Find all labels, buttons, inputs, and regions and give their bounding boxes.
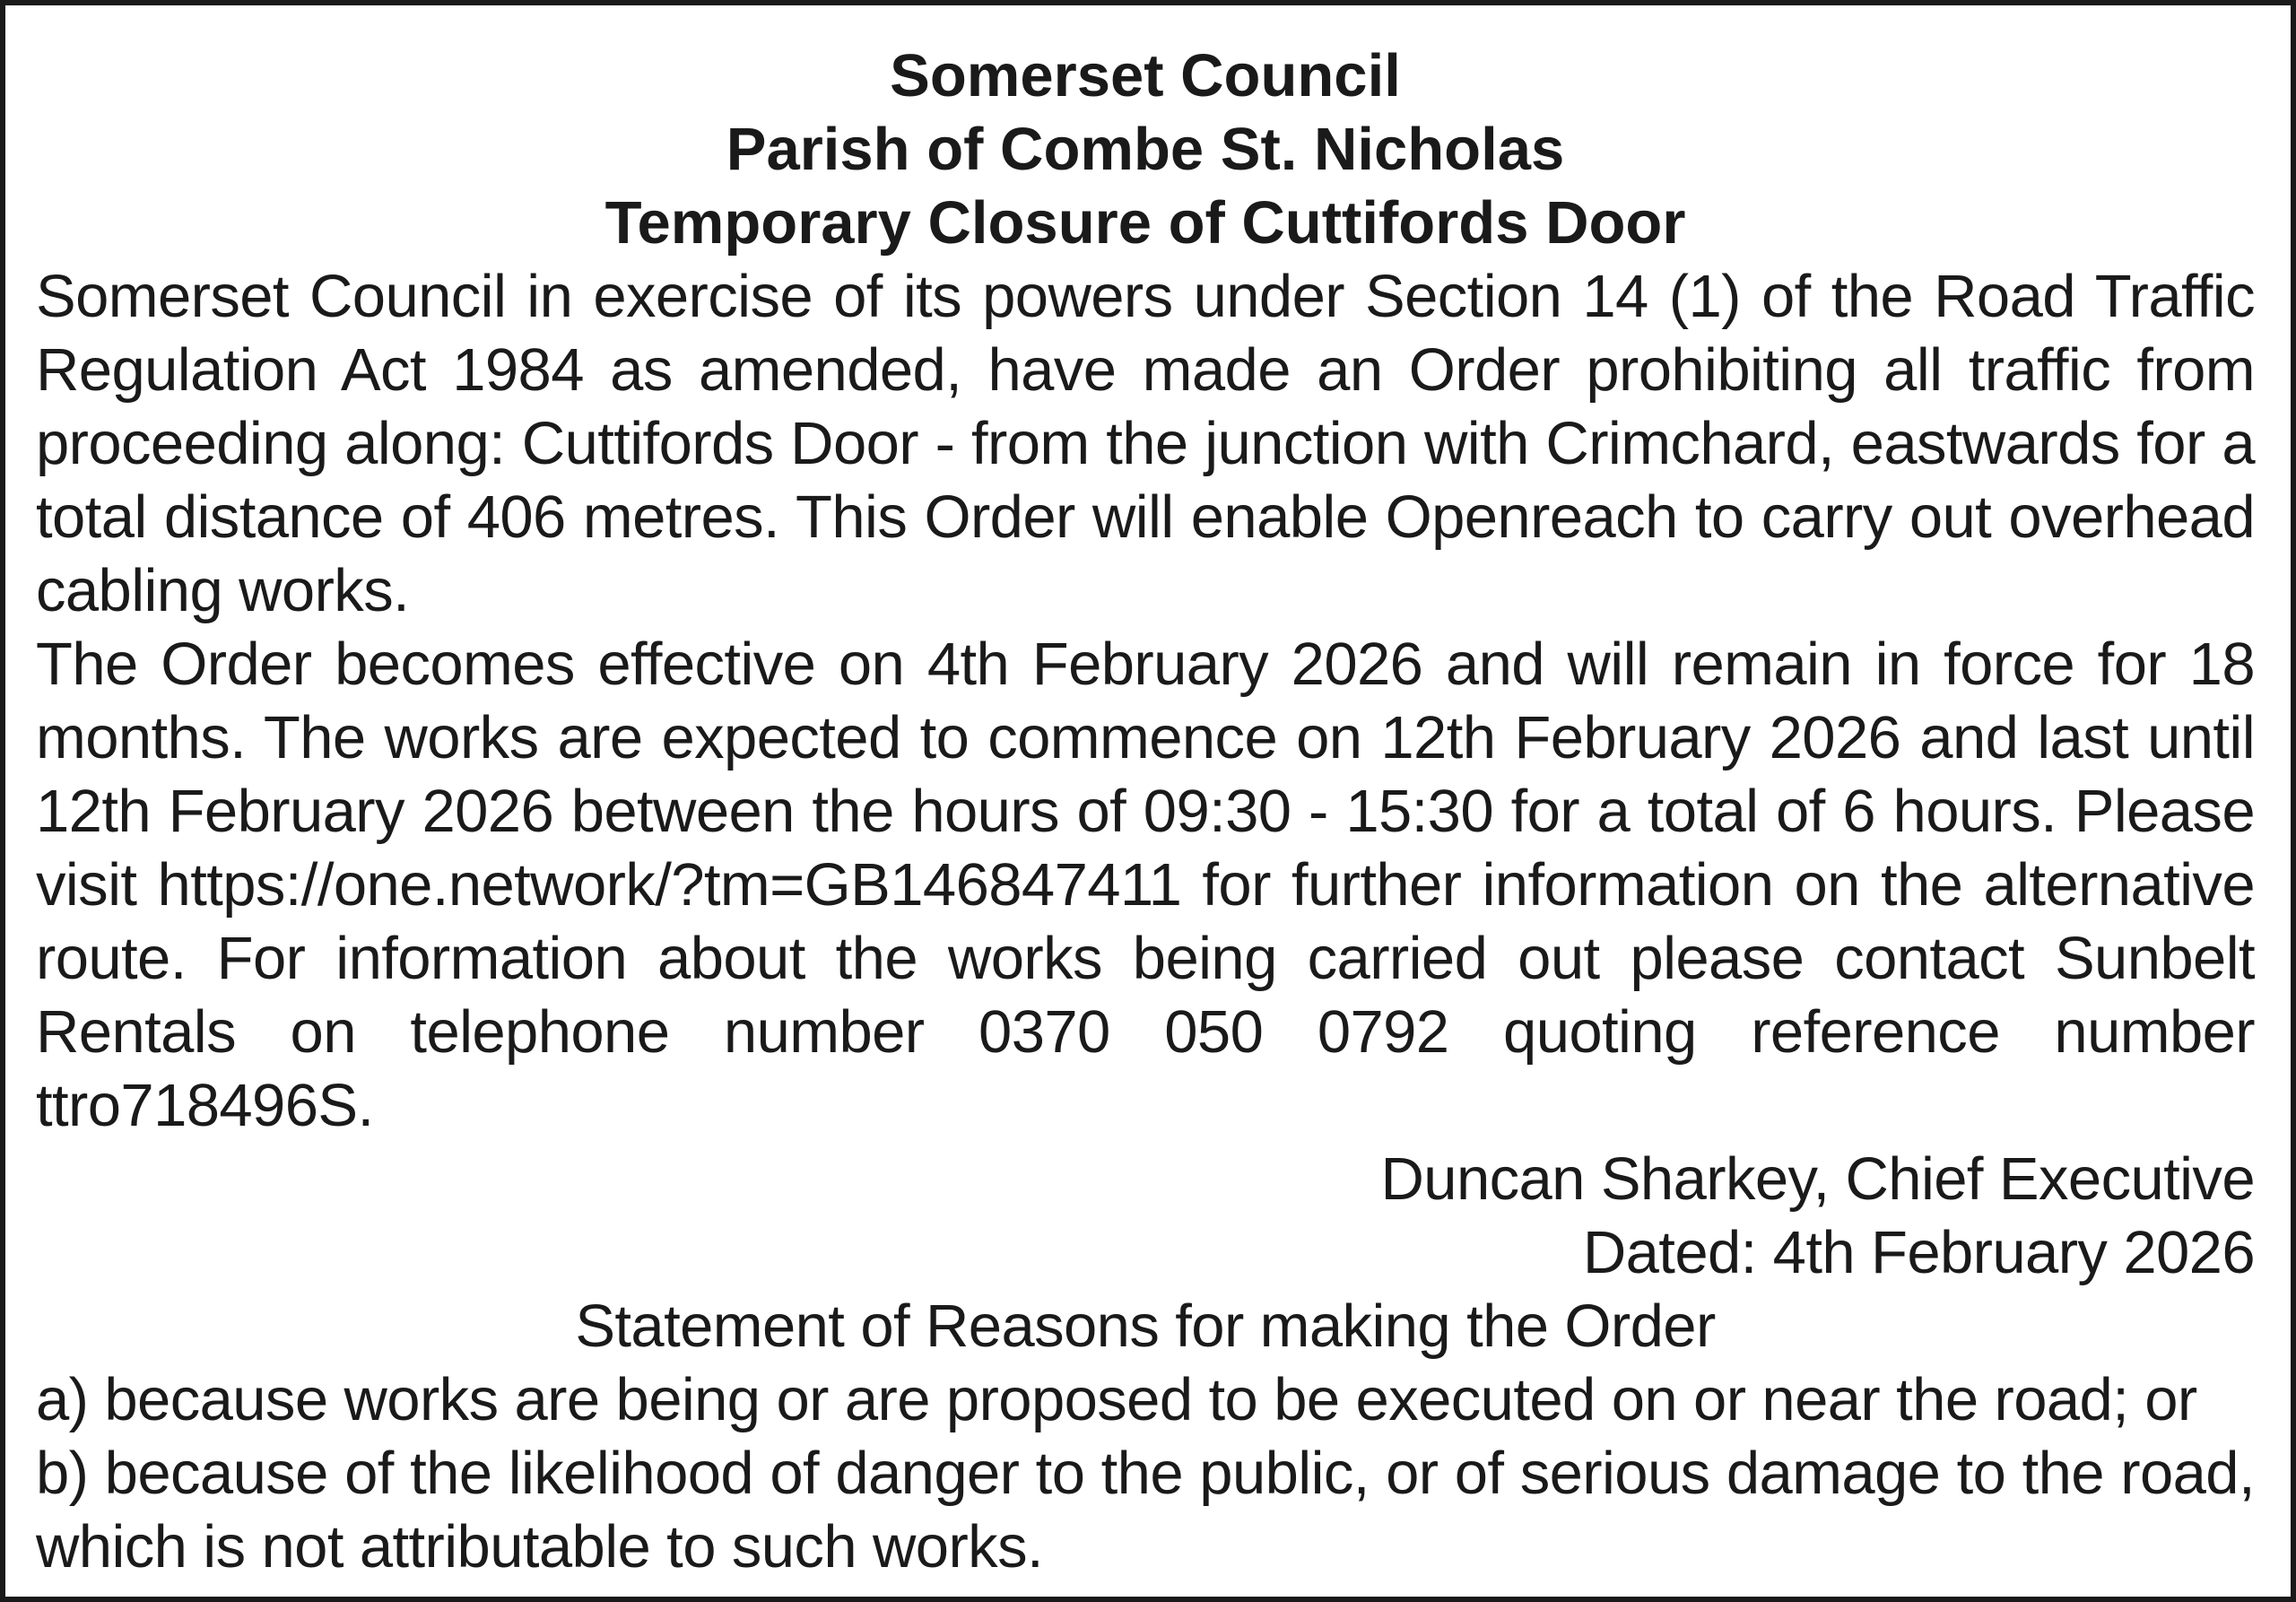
notice-title-closure: Temporary Closure of Cuttifords Door bbox=[604, 189, 1686, 257]
reasons-heading: Statement of Reasons for making the Order bbox=[575, 1293, 1716, 1360]
effective-paragraph: The Order becomes effective on 4th February 2026 and will remain in force for 18 months. The works are expected to commence on 12th February 2026 and last until 12th February 2026 between the hours of 09:30 - 15:30 for a total of 6 hours. Please visit https://one.network/?tm=GB146847411 for further information on the alternative route. For information about the works being carried out please contact Sunbelt Rentals on telephone number 0370 050 0792 quoting reference number ttro718496S. bbox=[36, 631, 2255, 1139]
reason-a: a) because works are being or are proposed to be executed on or near the road; or bbox=[36, 1366, 2197, 1433]
order-paragraph: Somerset Council in exercise of its powers under Section 14 (1) of the Road Traffic Regulation Act 1984 as amended, have made an Order prohibiting all traffic from proceeding along: Cuttifords Door - from the junction with Crimchard, eastwards for a total distance of 406 metres. This Order will enable Openreach to carry out overhead cabling works. bbox=[36, 263, 2255, 624]
notice-title-parish: Parish of Combe St. Nicholas bbox=[726, 116, 1565, 183]
notice-title-council: Somerset Council bbox=[890, 42, 1401, 109]
signatory: Duncan Sharkey, Chief Executive bbox=[1380, 1145, 2255, 1213]
dated-line: Dated: 4th February 2026 bbox=[1582, 1219, 2255, 1286]
reason-b: b) because of the likelihood of danger to the public, or of serious damage to the road, which is not attributable to such works. bbox=[36, 1440, 2255, 1580]
